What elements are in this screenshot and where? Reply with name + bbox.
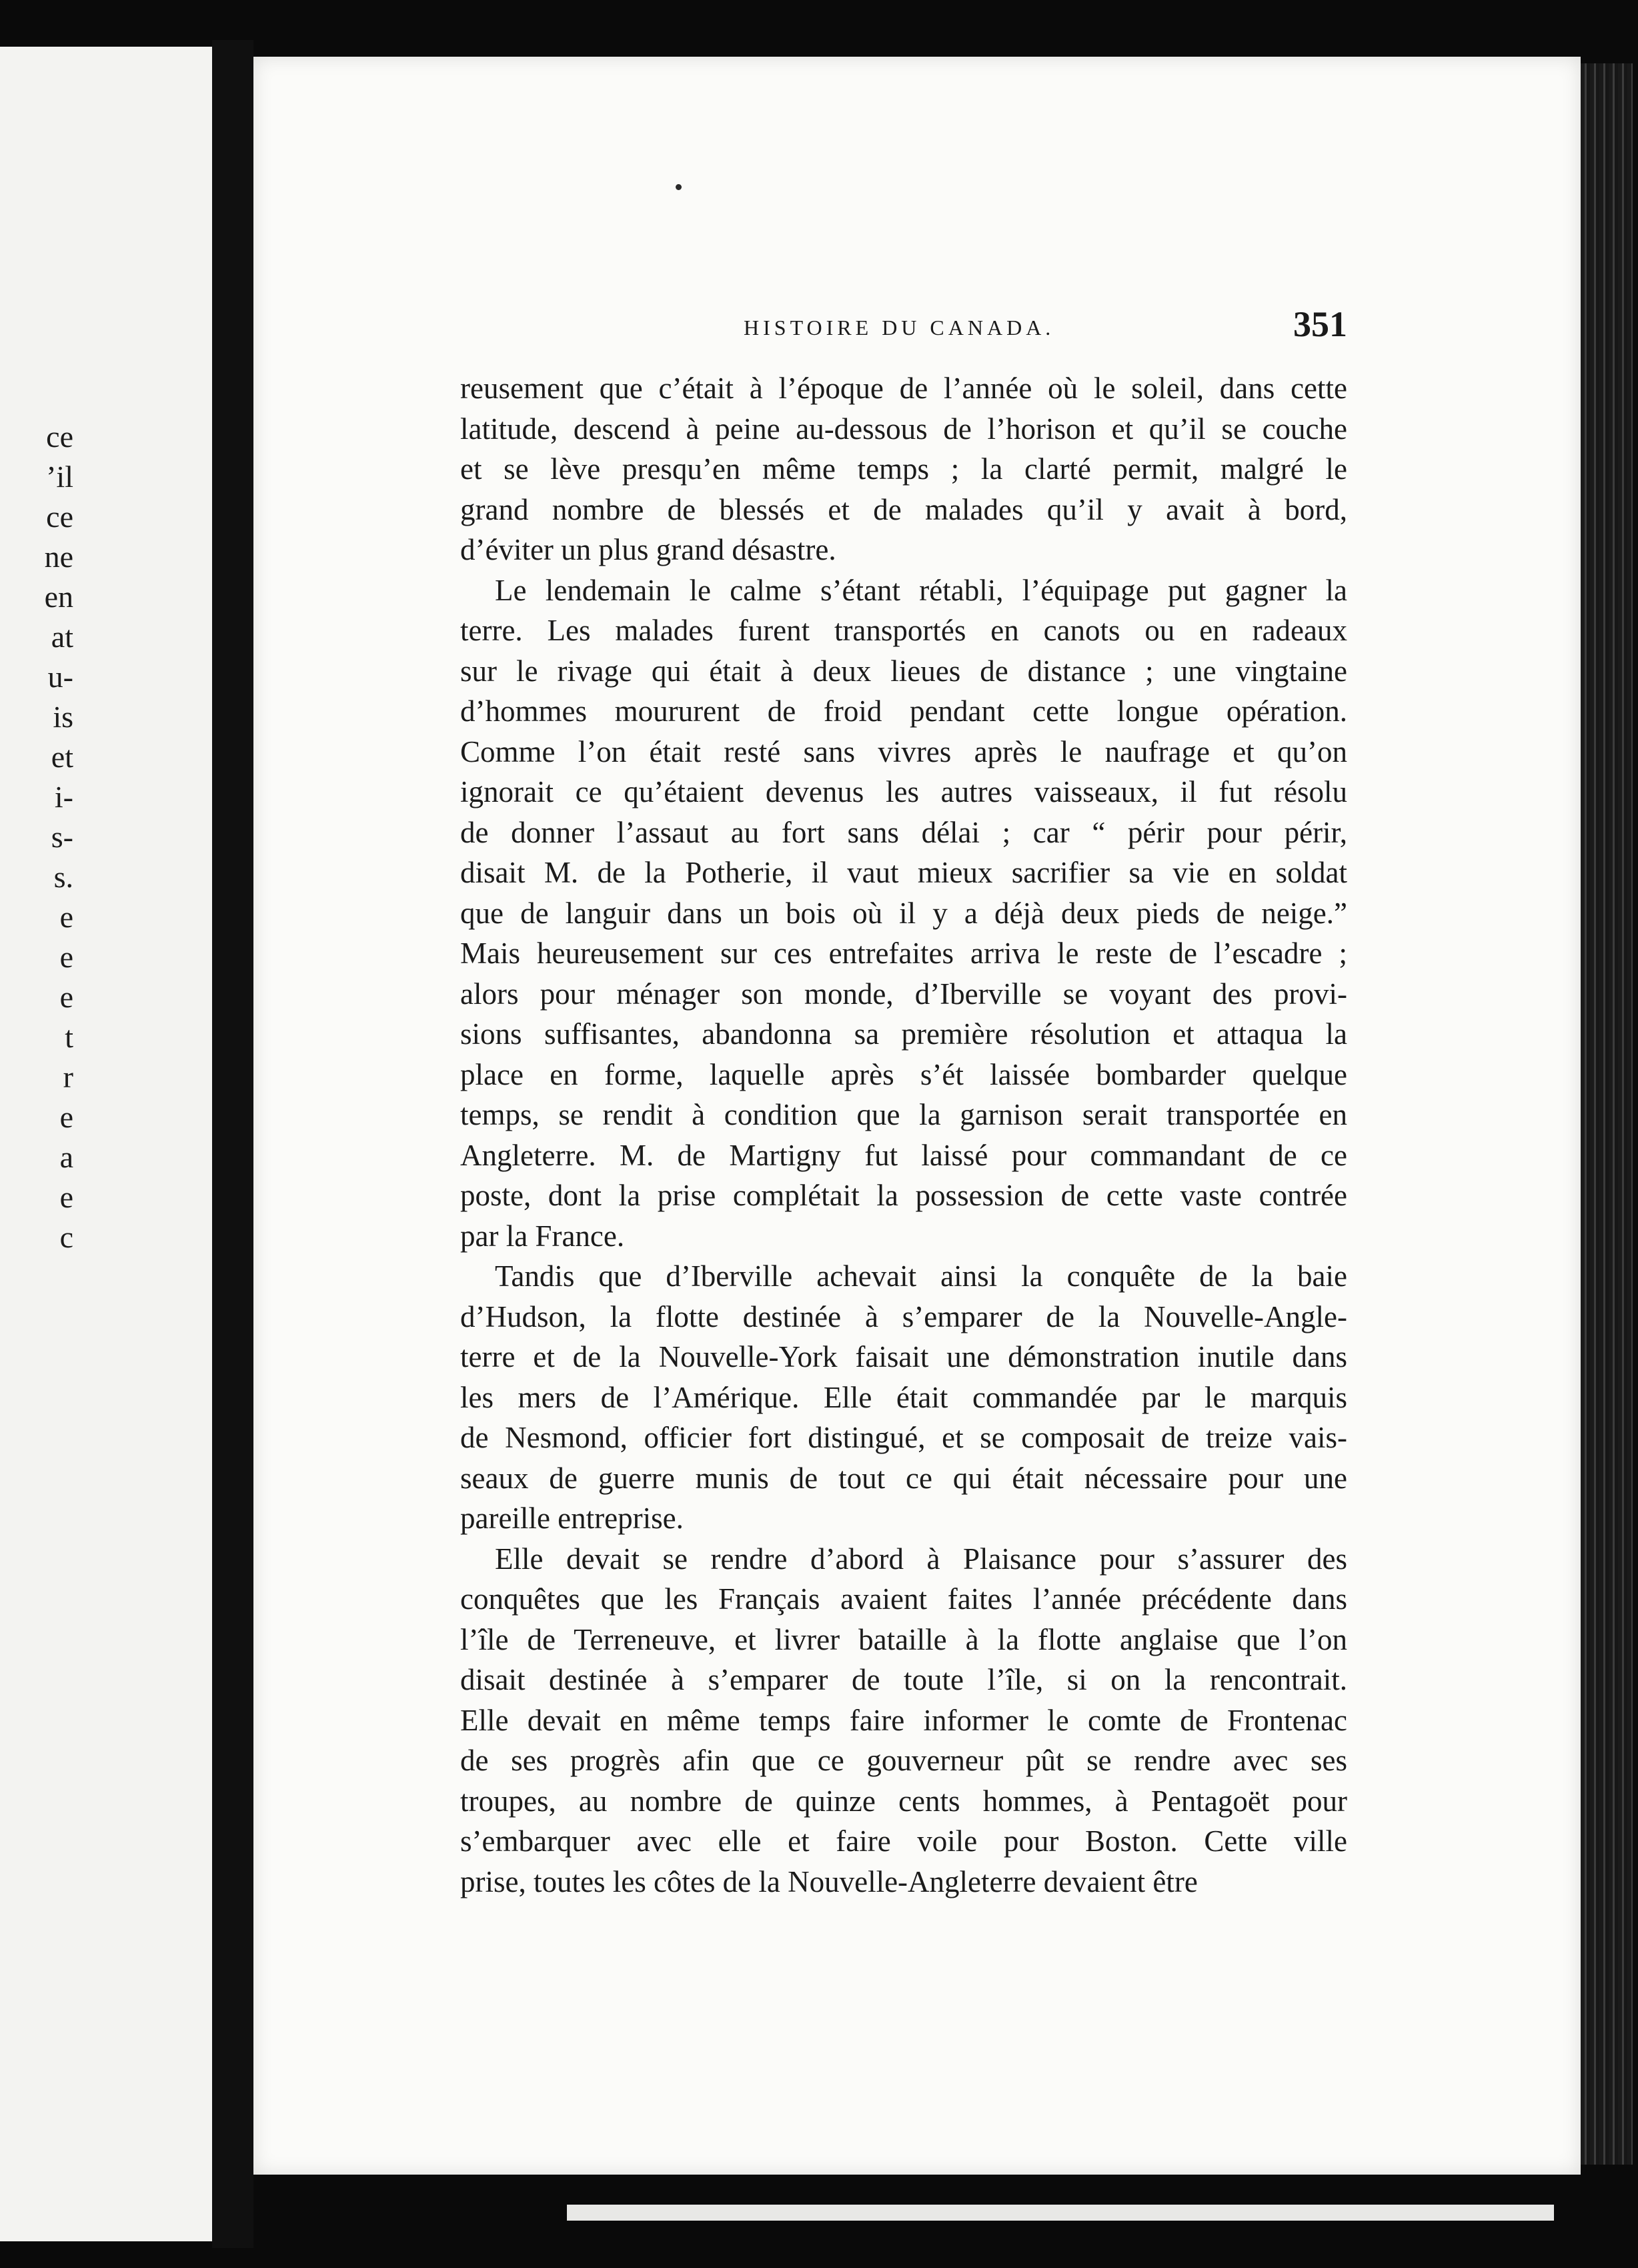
paragraph [460, 1539, 1347, 1902]
text-line: reusement que c’était à l’époque de l’année où le soleil, dans cette [460, 372, 1347, 405]
left-page-fragment: e [59, 940, 73, 974]
text-line: seaux de guerre munis de tout ce qui était nécessaire pour une [460, 1461, 1347, 1495]
text-line: grand nombre de blessés et de malades qu’il y avait à bord, [460, 492, 1347, 526]
paragraph [460, 570, 1347, 1257]
text-line: sions suffisantes, abandonna sa première résolution et attaqua la [460, 1017, 1347, 1051]
body-text [460, 368, 1347, 1902]
text-line: pareille entreprise. [460, 1502, 684, 1535]
left-page-fragment: ne [44, 540, 73, 574]
text-line: terre. Les malades furent transportés en canots ou en radeaux [460, 614, 1347, 647]
text-line: d’éviter un plus grand désastre. [460, 533, 836, 566]
left-page-fragment: ce [46, 420, 73, 454]
text-line: Elle devait en même temps faire informer le comte de Frontenac [460, 1703, 1347, 1737]
text-line: disait destinée à s’emparer de toute l’île, si on la rencontrait. [460, 1663, 1347, 1696]
text-line: de donner l’assaut au fort sans délai ; car “ périr pour périr, [460, 815, 1347, 849]
text-line: Le lendemain le calme s’étant rétabli, l’équipage put gagner la [495, 573, 1347, 607]
text-line: Angleterre. M. de Martigny fut laissé pour commandant de ce [460, 1138, 1347, 1172]
left-page-fragment: et [51, 740, 73, 774]
left-page [0, 47, 212, 2241]
text-line: conquêtes que les Français avaient faites l’année précédente dans [460, 1582, 1347, 1616]
text-line: l’île de Terreneuve, et livrer bataille à la flotte anglaise que l’on [460, 1622, 1347, 1656]
book-gutter [212, 40, 253, 2248]
text-line: de ses progrès afin que ce gouverneur pût se rendre avec ses [460, 1744, 1347, 1777]
page-edge-stack [1581, 63, 1633, 2165]
text-line: Comme l’on était resté sans vivres après le naufrage et qu’on [460, 734, 1347, 768]
text-line: poste, dont la prise complétait la possession de cette vaste contrée [460, 1179, 1347, 1212]
left-page-text-fragments [0, 417, 73, 1257]
text-line: d’hommes moururent de froid pendant cette longue opération. [460, 694, 1347, 728]
paragraph [460, 1256, 1347, 1539]
left-page-fragment: u- [47, 660, 73, 694]
left-page-fragment: s- [51, 820, 73, 854]
left-page-fragment: e [59, 900, 73, 934]
text-line: terre et de la Nouvelle-York faisait une démonstration inutile dans [460, 1340, 1347, 1373]
left-page-fragment: a [59, 1140, 73, 1174]
text-line: que de languir dans un bois où il y a déjà deux pieds de neige.” [460, 896, 1347, 930]
page-number: 351 [1293, 304, 1347, 344]
text-line: place en forme, laquelle après s’ét laissée bombarder quelque [460, 1057, 1347, 1091]
text-line: s’embarquer avec elle et faire voile pour Boston. Cette ville [460, 1824, 1347, 1858]
text-line: par la France. [460, 1219, 625, 1253]
bottom-page-strip [567, 2205, 1554, 2221]
left-page-fragment: e [59, 980, 73, 1014]
text-line: et se lève presqu’en même temps ; la clarté permit, malgré le [460, 452, 1347, 486]
left-page-fragment: ’il [46, 460, 73, 494]
text-line: ignorait ce qu’étaient devenus les autres vaisseaux, il fut résolu [460, 775, 1347, 808]
running-head [460, 304, 1347, 350]
left-page-fragment: r [63, 1060, 73, 1094]
text-line: de Nesmond, officier fort distingué, et se composait de treize vais- [460, 1421, 1347, 1454]
text-line: Elle devait se rendre d’abord à Plaisance pour s’assurer des [495, 1542, 1347, 1576]
left-page-fragment: c [59, 1220, 73, 1254]
left-page-fragment: e [59, 1100, 73, 1134]
text-line: sur le rivage qui était à deux lieues de distance ; une vingtaine [460, 654, 1347, 688]
left-page-fragment: en [44, 580, 73, 614]
text-line: Tandis que d’Iberville achevait ainsi la conquête de la baie [495, 1259, 1347, 1293]
left-page-fragment: t [65, 1020, 73, 1054]
left-page-fragment: is [53, 700, 73, 734]
text-line: d’Hudson, la flotte destinée à s’emparer de la Nouvelle-Angle- [460, 1299, 1347, 1333]
left-page-fragment: s. [53, 860, 73, 894]
text-line: disait M. de la Potherie, il vaut mieux sacrifier sa vie en soldat [460, 856, 1347, 889]
left-page-fragment: at [51, 620, 73, 654]
running-title: HISTOIRE DU CANADA. [744, 316, 1055, 340]
text-line: Mais heureusement sur ces entrefaites arriva le reste de l’escadre ; [460, 937, 1347, 970]
text-line: latitude, descend à peine au-dessous de l’horison et qu’il se couche [460, 412, 1347, 446]
text-line: alors pour ménager son monde, d’Iberville se voyant des provi- [460, 977, 1347, 1011]
text-line: troupes, au nombre de quinze cents hommes, à Pentagoët pour [460, 1784, 1347, 1818]
text-line: les mers de l’Amérique. Elle était commandée par le marquis [460, 1380, 1347, 1414]
text-line: prise, toutes les côtes de la Nouvelle-Angleterre devaient être [460, 1864, 1198, 1898]
ink-speck [676, 184, 682, 190]
left-page-fragment: e [59, 1180, 73, 1214]
left-page-fragment: i- [54, 780, 73, 814]
text-line: temps, se rendit à condition que la garnison serait transportée en [460, 1098, 1347, 1131]
left-page-fragment: ce [46, 500, 73, 534]
paragraph [460, 368, 1347, 570]
